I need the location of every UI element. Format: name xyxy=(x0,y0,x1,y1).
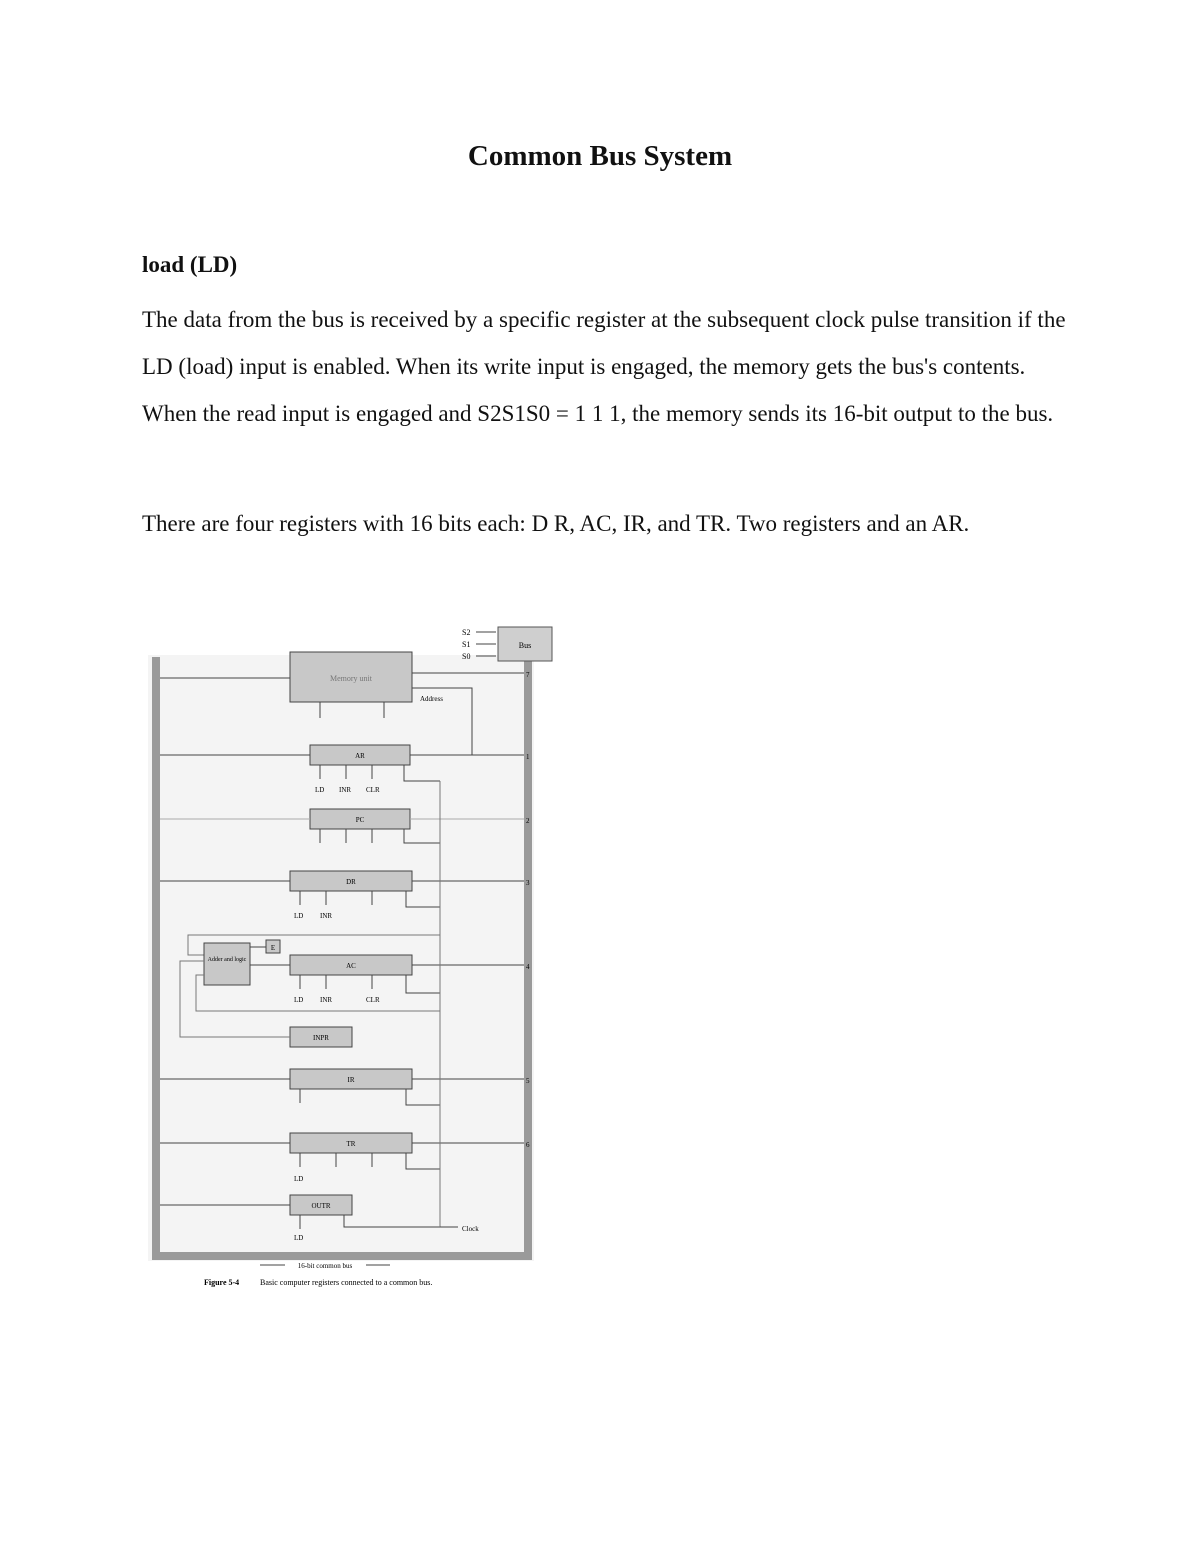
bus-label: 16-bit common bus xyxy=(297,1262,353,1270)
register-pc-label: PC xyxy=(355,816,365,824)
memory-label: Memory unit xyxy=(330,674,372,683)
bus-select-label: Bus xyxy=(518,641,532,650)
register-e-label: E xyxy=(270,944,276,952)
register-tr-label: TR xyxy=(346,1140,356,1148)
figure-caption-text: Basic computer registers connected to a common bus. xyxy=(260,1278,433,1287)
outr-ld-label: LD xyxy=(294,1234,304,1242)
paragraph-load: The data from the bus is received by a specific register at the subsequent clock pulse transition if the LD (load) input is enabled. When its write input is engaged, the memory gets the bus's contents. When the read input is engaged and S2S1S0 = 1 1 1, the memory sends its 16-bit output to the bus. xyxy=(142,307,1066,426)
bus-left-rail xyxy=(152,657,160,1260)
bus-number-ar: 1 xyxy=(526,753,530,761)
register-ar-label: AR xyxy=(355,752,365,760)
dr-inr-label: INR xyxy=(320,912,333,920)
bus-right-rail xyxy=(524,659,532,1259)
register-outr-label: OUTR xyxy=(311,1202,331,1210)
bus-number-ir: 5 xyxy=(526,1077,530,1085)
ar-clr-label: CLR xyxy=(366,786,380,794)
section-heading: load (LD) xyxy=(142,252,238,277)
adder-logic-label: Adder and logic xyxy=(207,957,247,963)
address-label: Address xyxy=(420,695,443,703)
bus-diagram xyxy=(140,615,570,1295)
bus-diagram-figure xyxy=(140,615,570,1295)
tr-ld-label: LD xyxy=(294,1175,304,1183)
ac-ld-label: LD xyxy=(294,996,304,1004)
bus-number-dr: 3 xyxy=(526,879,530,887)
ar-inr-label: INR xyxy=(339,786,352,794)
bus-number-pc: 2 xyxy=(526,817,530,825)
bus-number-memory: 7 xyxy=(526,671,530,679)
figure-caption-label: Figure 5-4 xyxy=(204,1278,240,1287)
adder-logic-unit xyxy=(204,943,250,985)
clock-label: Clock xyxy=(462,1225,479,1233)
bus-bottom-rail xyxy=(152,1252,532,1260)
ar-ld-label: LD xyxy=(315,786,325,794)
register-ac-label: AC xyxy=(346,962,356,970)
register-ir-label: IR xyxy=(347,1076,355,1084)
ac-inr-label: INR xyxy=(320,996,333,1004)
ac-clr-label: CLR xyxy=(366,996,380,1004)
bus-number-ac: 4 xyxy=(526,963,530,971)
bus-number-tr: 6 xyxy=(526,1141,530,1149)
register-dr-label: DR xyxy=(346,878,356,886)
selector-s0: S0 xyxy=(462,652,471,661)
selector-s1: S1 xyxy=(462,640,471,649)
selector-s2: S2 xyxy=(462,628,471,637)
dr-ld-label: LD xyxy=(294,912,304,920)
paragraph-registers: There are four registers with 16 bits each: D R, AC, IR, and TR. Two registers and an AR. xyxy=(142,511,970,536)
page-title: Common Bus System xyxy=(467,140,733,172)
register-inpr-label: INPR xyxy=(313,1034,329,1042)
